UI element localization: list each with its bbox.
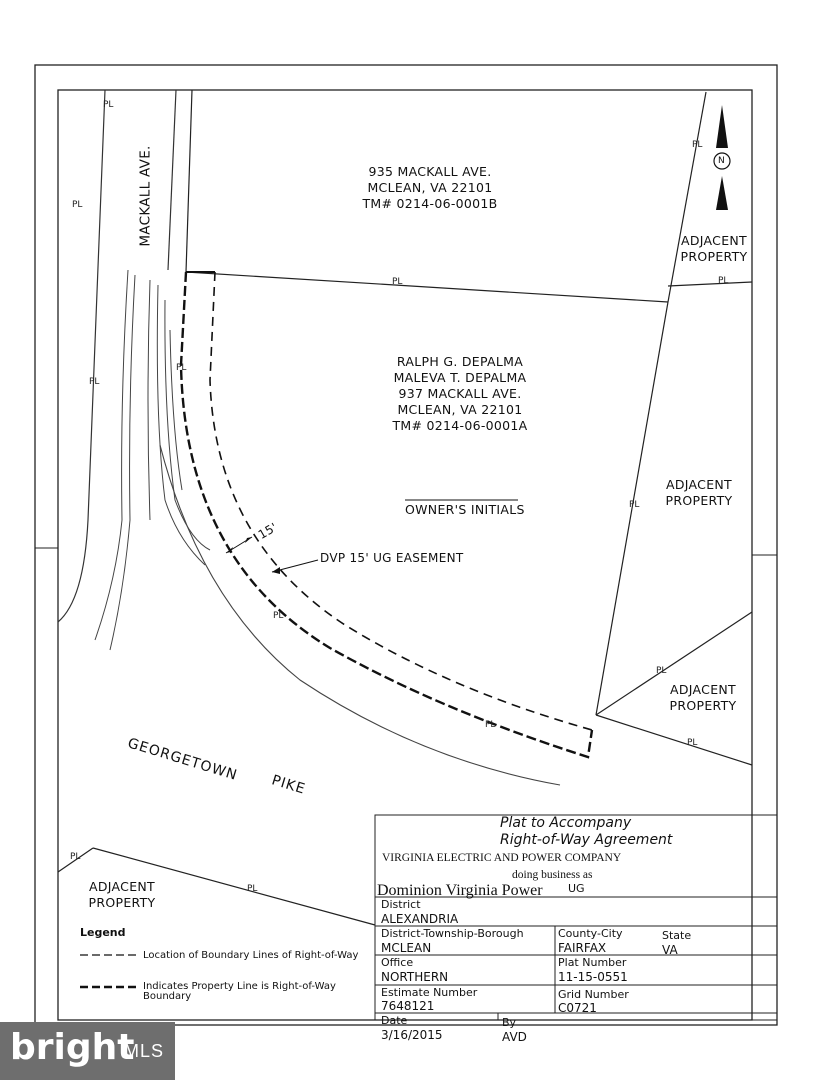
adjacent-sw-line-2: PROPERTY [88,895,156,910]
subject-parcel-line-4: MCLEAN, VA 22101 [397,402,523,417]
adjacent-east-line-2 [596,715,752,765]
adjacent-sw-line-1: ADJACENT [89,879,155,894]
bright-mls-watermark [0,1022,175,1080]
pl-marker: PL [70,852,81,862]
adjacent-property-east [660,477,738,509]
dba-name: Dominion Virginia Power [377,882,543,899]
subject-parcel-line-3: 937 MACKALL AVE. [398,386,522,401]
adjacent-property-ne [676,233,752,265]
ug-label: UG [568,882,585,895]
pl-marker: PL [629,500,640,510]
mackall-ave-west-edge [58,90,105,622]
north-parcel-west-line [186,90,192,272]
watermark-brand-text: bright [10,1027,135,1068]
pl-marker: PL [656,666,667,676]
state-value: VA [662,943,678,957]
dtb-value: MCLEAN [381,941,432,955]
owners-initials-label: OWNER'S INITIALS [405,502,525,517]
street-label-mackall: MACKALL AVE. [137,145,154,247]
subject-parcel-line-1: RALPH G. DEPALMA [396,354,524,369]
legend-item-pl-line-2: Boundary [143,991,192,1002]
adjacent-se-line-1: ADJACENT [670,682,736,697]
watermark-suffix-text: MLS [124,1041,165,1061]
north-label: N [718,156,726,166]
office-label: Office [381,956,414,969]
street-label-georgetown: GEORGETOWN [125,735,240,784]
pl-marker: PL [273,611,284,621]
by-label: By [502,1016,517,1029]
legend-item-boundary: Location of Boundary Lines of Right-of-Way [143,950,359,961]
estimate-label: Estimate Number [381,986,478,999]
adjacent-property-se [664,682,742,714]
pl-marker: PL [687,738,698,748]
adjacent-east-line-2: PROPERTY [665,493,733,508]
pl-marker: PL [176,363,187,373]
north-parcel-line-1: 935 MACKALL AVE. [368,164,492,179]
plat-value: 11-15-0551 [558,970,628,984]
legend-title: Legend [80,926,126,939]
estimate-value: 7648121 [381,999,435,1013]
subject-parcel-line-2: MALEVA T. DEPALMA [393,370,527,385]
office-value: NORTHERN [381,970,449,984]
date-label: Date [381,1014,408,1027]
subject-parcel-line-5: TM# 0214-06-0001A [392,418,528,433]
pl-marker: PL [692,140,703,150]
adjacent-property-sw [82,879,162,911]
company-name: VIRGINIA ELECTRIC AND POWER COMPANY [382,852,622,864]
legend-item-pl-line-1: Indicates Property Line is Right-of-Way [143,981,336,992]
pl-marker: PL [718,276,729,286]
north-parcel-line-3: TM# 0214-06-0001B [362,196,498,211]
district-value: ALEXANDRIA [381,912,459,926]
title-line-2: Right-of-Way Agreement [500,832,673,848]
pl-marker: PL [103,100,114,110]
title-line-1: Plat to Accompany [500,815,632,831]
subject-parcel-owner-block [370,354,550,434]
adjacent-se-line-2: PROPERTY [669,698,737,713]
georgetown-pike-edge [160,445,560,785]
district-label: District [381,898,421,911]
by-value: AVD [502,1030,527,1044]
state-label: State [662,929,692,942]
adjacent-east-line-1: ADJACENT [666,477,732,492]
north-parcel-address [340,164,520,212]
easement-width-label: 15' [255,520,280,542]
north-parcel-east-line [668,92,706,302]
pl-marker: PL [89,377,100,387]
pl-marker: PL [247,884,258,894]
dba-label: doing business as [512,869,593,881]
date-value: 3/16/2015 [381,1028,443,1042]
north-parcel-south-line [186,272,668,302]
plat-label: Plat Number [558,956,627,969]
adjacent-ne-line-2: PROPERTY [680,249,748,264]
adjacent-ne-line [668,282,752,286]
pl-marker: PL [72,200,83,210]
grid-label: Grid Number [558,988,629,1001]
county-value: FAIRFAX [558,941,607,955]
county-label: County-City [558,927,623,940]
grid-value: C0721 [558,1001,597,1015]
north-parcel-line-2: MCLEAN, VA 22101 [367,180,493,195]
mackall-ave-east-edge [168,90,176,270]
adjacent-ne-line-1: ADJACENT [681,233,747,248]
easement-inner-boundary [210,272,592,730]
easement-callout-label: DVP 15' UG EASEMENT [320,551,464,565]
dtb-label: District-Township-Borough [381,927,524,940]
pl-marker: PL [485,720,496,730]
street-label-pike: PIKE [269,772,308,798]
pl-marker: PL [392,277,403,287]
